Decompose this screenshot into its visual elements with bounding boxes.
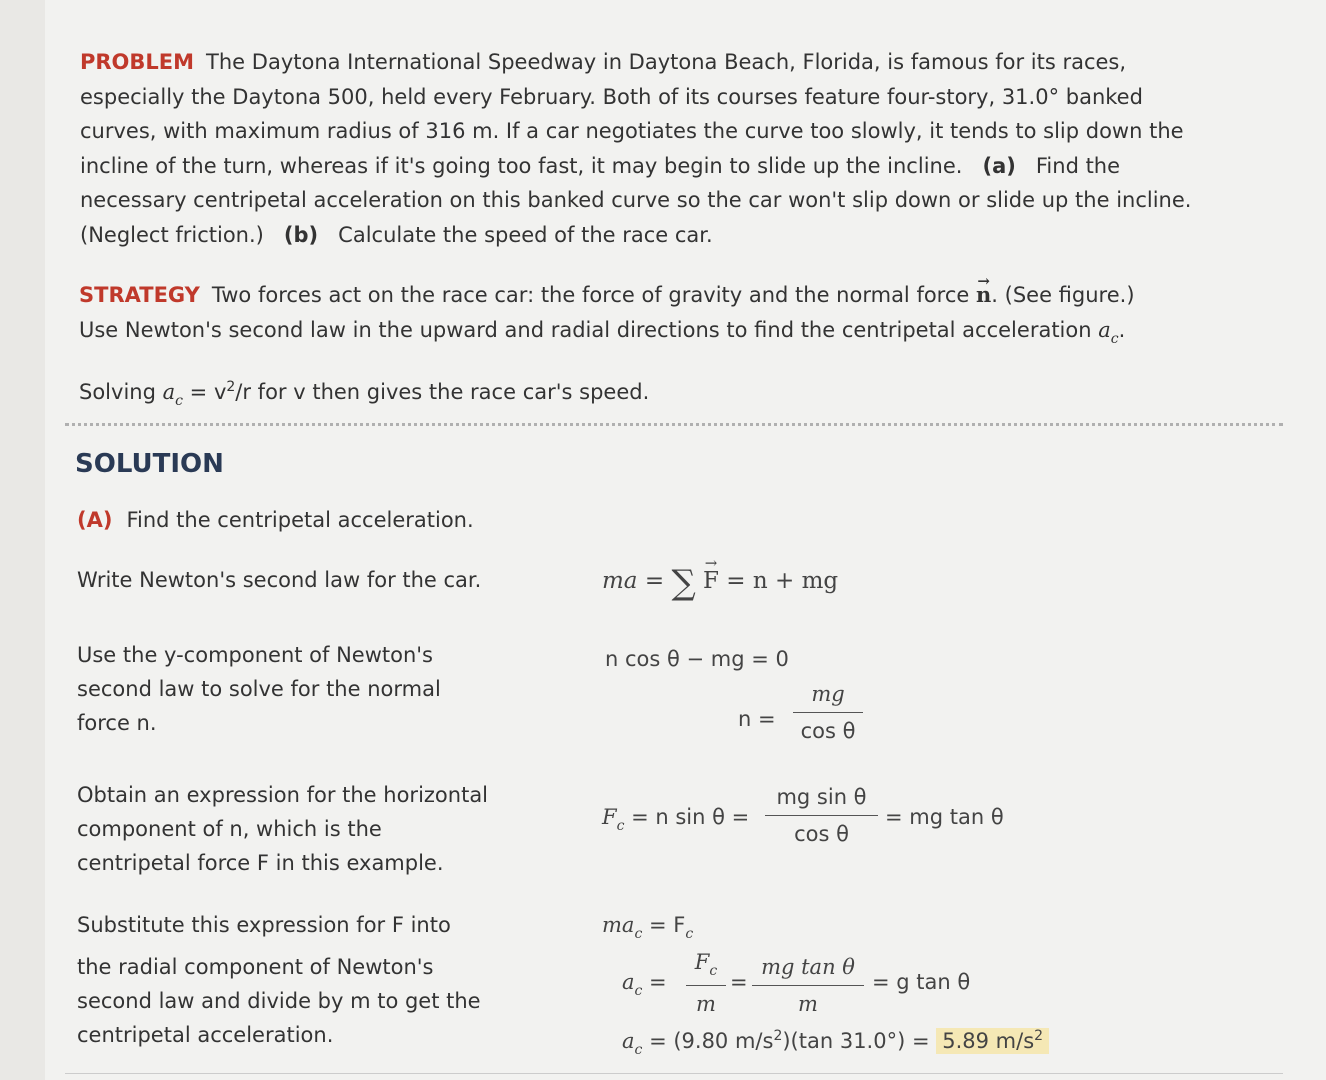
- step-3-text: Obtain an expression for the horizontal component of n, which is the centripetal force F in this example.: [77, 783, 489, 875]
- ac-fraction-1: $\frac{F_c}{m}$: [686, 950, 726, 1016]
- normal-force-fraction: $\frac{mg}{\text{cos θ}}$: [793, 682, 863, 743]
- solution-title: SOLUTION: [75, 449, 224, 479]
- part-b-label: (b): [283, 222, 319, 247]
- normal-force-lhs: n =: [738, 707, 776, 731]
- centripetal-force-lhs: $F_c = n$ sin θ =: [602, 805, 750, 834]
- ac-equals: =: [730, 970, 748, 994]
- ac-rhs: = g tan θ: [872, 970, 971, 994]
- newton-second-law-equation: ma = ∑ → F = n + mg: [602, 563, 838, 603]
- section-divider: [65, 423, 1283, 426]
- final-result-equation: $a_c = (9.80$ $m/s^2)(\tan$ 31.0°) = 5.89 $m/s^2$: [622, 1028, 1049, 1058]
- strategy-text: STRATEGY Two forces act on the race car: the force of gravity and the normal force → n. (See figure.) Use Newton's second law in the upward and radial directions to find the centripetal acceleration $a_c$. Solving $a_c = v^2/r$ for v then gives the race car's speed.: [79, 278, 1269, 419]
- problem-text: PROBLEM The Daytona International Speedway in Daytona Beach, Florida, is famous for its races, especially the Daytona 500, held every February. Both of its courses feature four-story, 31.0° banked curves, with maximum radius of 316 m. If a car negotiates the curve too slowly, it tends to slip down the incline of the turn, whereas if it's going too fast, it may begin to slide up the incline. (a) Find the necessary centripetal acceleration on this banked curve so the car won't slip down or slide up the incline. (Neglect friction.) (b) Calculate the speed of the race car.: [80, 50, 1192, 247]
- ac-fraction-2: $\frac{\text{mg tan θ}}{m}$: [752, 955, 864, 1016]
- centripetal-force-rhs: = mg tan θ: [885, 805, 1004, 829]
- centripetal-force-fraction: $\frac{\text{mg sin θ}}{\text{cos θ}}$: [765, 785, 878, 846]
- answer-highlight: 5.89 $m/s^2$: [936, 1028, 1049, 1054]
- problem-label: PROBLEM: [80, 50, 195, 74]
- step-1-text: Write Newton's second law for the car.: [77, 568, 482, 592]
- mac-equation: $ma_c = F_c$: [602, 913, 694, 942]
- solution-part-a: (A) Find the centripetal acceleration.: [77, 508, 474, 532]
- bottom-rule: [65, 1073, 1283, 1074]
- step-2-text: Use the y-component of Newton's second law to solve for the normal force n.: [77, 643, 441, 735]
- ac-lhs: $a_c$ =: [622, 970, 667, 999]
- y-component-equation: n cos θ − mg = 0: [605, 647, 789, 671]
- part-a-label: (a): [982, 153, 1016, 178]
- step-4-text: Substitute this expression for F into the radial component of Newton's second law and divide by m to get the centripetal acceleration.: [77, 913, 481, 1047]
- strategy-label: STRATEGY: [79, 283, 200, 307]
